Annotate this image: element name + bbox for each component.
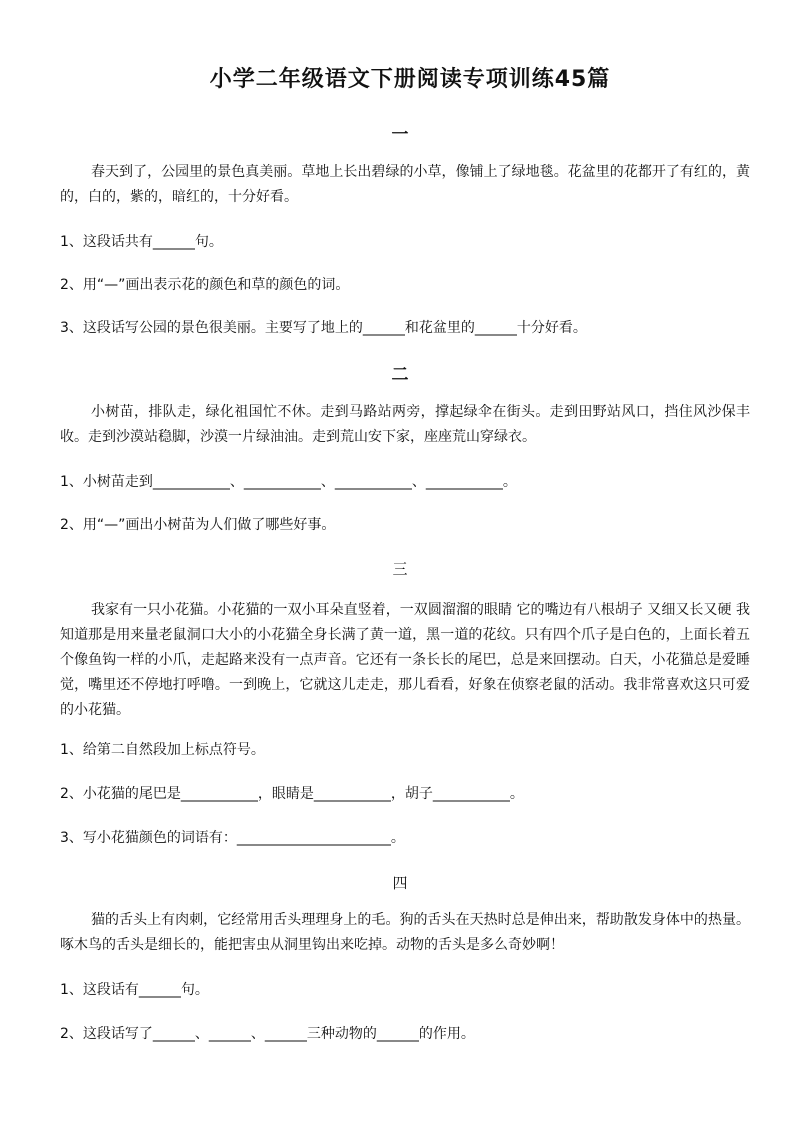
section-1-heading: 一 — [391, 125, 409, 145]
section-3-question-1: 1、给第二自然段加上标点符号。 — [60, 742, 265, 758]
section-1-question-2: 2、用“—”画出表示花的颜色和草的颜色的词。 — [60, 277, 350, 293]
section-4-passage: 猫的舌头上有肉刺，它经常用舌头理理身上的毛。狗的舌头在天热时总是伸出来，帮助散发身体中的热量。啄木鸟的舌头是细长的，能把害虫从洞里钩出来吃掉。动物的舌头是多么奇妙啊！ — [60, 912, 750, 953]
section-3-question-3: 3、写小花猫颜色的词语有：______________________。 — [60, 830, 405, 846]
section-3-heading: 三 — [392, 560, 408, 578]
section-2-question-2: 2、用“—”画出小树苗为人们做了哪些好事。 — [60, 517, 336, 533]
section-2-question-1: 1、小树苗走到___________、___________、___________、___________。 — [60, 474, 517, 490]
document-title: 小学二年级语文下册阅读专项训练45篇 — [209, 67, 611, 92]
section-1-question-3: 3、这段话写公园的景色很美丽。主要写了地上的______和花盆里的______十分好看。 — [60, 320, 587, 336]
section-3-question-2: 2、小花猫的尾巴是___________，眼睛是___________，胡子___________。 — [60, 786, 524, 802]
section-3-passage: 我家有一只小花猫。小花猫的一双小耳朵直竖着，一双圆溜溜的眼睛 它的嘴边有八根胡子 又细又长又硬 我知道那是用来量老鼠洞口大小的小花猫全身长满了黄一道，黑一道的花纹。只有四个爪子是白色的，上面长着五个像鱼钩一样的小爪，走起路来没有一点声音。它还有一条长长的尾巴，总是来回摆动。白天，小花猫总是爱睡觉，嘴里还不停地打呼噜。一到晚上，它就这儿走走，那儿看看，好象在侦察老鼠的活动。我非常喜欢这只可爱的小花猫。 — [60, 602, 750, 718]
section-4-question-2: 2、这段话写了______、______、______三种动物的______的作用。 — [60, 1026, 475, 1042]
section-1-question-1: 1、这段话共有______句。 — [60, 234, 223, 250]
section-4-question-1: 1、这段话有______句。 — [60, 982, 209, 998]
section-1-passage: 春天到了，公园里的景色真美丽。草地上长出碧绿的小草，像铺上了绿地毯。花盆里的花都开了有红的，黄的，白的，紫的，暗红的，十分好看。 — [60, 164, 750, 205]
section-2-heading: 二 — [391, 365, 409, 385]
section-4-heading: 四 — [392, 874, 408, 892]
section-2-passage: 小树苗，排队走，绿化祖国忙不休。走到马路站两旁，撑起绿伞在街头。走到田野站风口，挡住风沙保丰收。走到沙漠站稳脚，沙漠一片绿油油。走到荒山安下家，座座荒山穿绿衣。 — [60, 404, 750, 445]
